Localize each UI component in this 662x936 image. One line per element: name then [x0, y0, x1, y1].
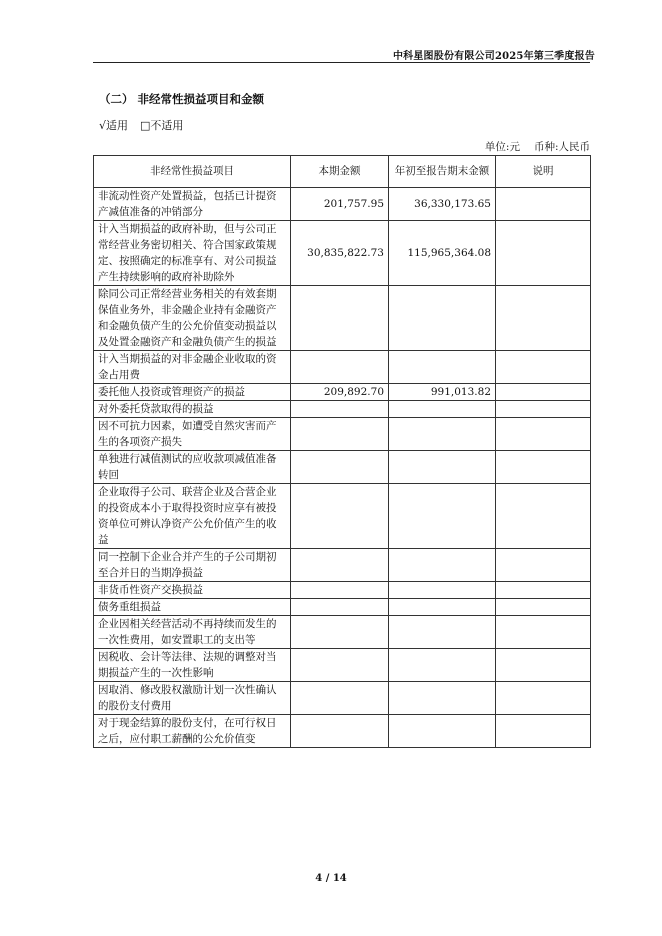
row-ytd-amount: 991,013.82: [389, 384, 496, 401]
row-ytd-amount: [389, 682, 496, 715]
row-note: [496, 384, 591, 401]
table-row: [94, 188, 591, 221]
row-item: 同一控制下企业合并产生的子公司期初至合并日的当期净损益: [94, 549, 291, 582]
currency-label: 币种:人民币: [533, 141, 590, 153]
row-note: [496, 582, 591, 599]
row-item: 因税收、会计等法律、法规的调整对当期损益产生的一次性影响: [94, 649, 291, 682]
row-current-amount: [291, 351, 389, 384]
table-row: [94, 418, 591, 451]
table-row: [94, 384, 591, 401]
row-ytd-amount: [389, 549, 496, 582]
row-item: 非货币性资产交换损益: [94, 582, 291, 599]
row-current-amount: [291, 401, 389, 418]
row-ytd-amount: [389, 401, 496, 418]
row-current-amount: 30,835,822.73: [291, 221, 389, 286]
row-current-amount: [291, 549, 389, 582]
non-recurring-gains-losses-table: [93, 155, 591, 748]
row-current-amount: [291, 418, 389, 451]
row-note: [496, 401, 591, 418]
row-note: [496, 599, 591, 616]
row-ytd-amount: 115,965,364.08: [389, 221, 496, 286]
not-applicable-option: □不适用: [140, 119, 184, 132]
row-ytd-amount: [389, 286, 496, 351]
row-current-amount: [291, 682, 389, 715]
row-note: [496, 715, 591, 748]
row-current-amount: [291, 286, 389, 351]
row-item: 单独进行减值测试的应收款项减值准备转回: [94, 451, 291, 484]
row-current-amount: [291, 484, 389, 549]
table-row: [94, 221, 591, 286]
row-ytd-amount: [389, 616, 496, 649]
table-row: [94, 599, 591, 616]
row-note: [496, 616, 591, 649]
row-current-amount: [291, 616, 389, 649]
report-header-title: 中科星图股份有限公司2025年第三季度报告: [392, 51, 595, 62]
row-note: [496, 188, 591, 221]
row-note: [496, 418, 591, 451]
table-row: [94, 682, 591, 715]
row-ytd-amount: [389, 715, 496, 748]
header-divider: [93, 62, 590, 63]
table-row: [94, 451, 591, 484]
row-note: [496, 682, 591, 715]
row-item: 计入当期损益的对非金融企业收取的资金占用费: [94, 351, 291, 384]
row-current-amount: [291, 599, 389, 616]
row-ytd-amount: [389, 351, 496, 384]
row-item: 企业取得子公司、联营企业及合营企业的投资成本小于取得投资时应享有被投资单位可辨认净资产公允价值产生的收益: [94, 484, 291, 549]
row-current-amount: [291, 715, 389, 748]
page-number: 4 / 14: [315, 873, 347, 884]
row-note: [496, 649, 591, 682]
applicability-options: [99, 117, 183, 133]
row-note: [496, 484, 591, 549]
table-row: [94, 582, 591, 599]
row-item: 对外委托贷款取得的损益: [94, 401, 291, 418]
row-note: [496, 549, 591, 582]
table-row: [94, 484, 591, 549]
row-current-amount: [291, 582, 389, 599]
table-header-row: [94, 156, 591, 188]
table-row: [94, 616, 591, 649]
table-row: [94, 715, 591, 748]
applicable-option: √适用: [99, 119, 129, 132]
header-current-amount: 本期金额: [291, 156, 389, 188]
header-note: 说明: [496, 156, 591, 188]
table-row: [94, 649, 591, 682]
header-ytd-amount: 年初至报告期末金额: [389, 156, 496, 188]
row-current-amount: [291, 451, 389, 484]
row-item: 计入当期损益的政府补助，但与公司正常经营业务密切相关、符合国家政策规定、按照确定的标准享有、对公司损益产生持续影响的政府补助除外: [94, 221, 291, 286]
row-ytd-amount: [389, 599, 496, 616]
row-item: 非流动性资产处置损益，包括已计提资产减值准备的冲销部分: [94, 188, 291, 221]
row-ytd-amount: [389, 649, 496, 682]
row-item: 企业因相关经营活动不再持续而发生的一次性费用，如安置职工的支出等: [94, 616, 291, 649]
unit-label: 单位:元: [484, 141, 520, 153]
table-row: [94, 286, 591, 351]
row-note: [496, 286, 591, 351]
row-current-amount: [291, 649, 389, 682]
row-note: [496, 221, 591, 286]
row-item: 债务重组损益: [94, 599, 291, 616]
row-ytd-amount: [389, 451, 496, 484]
section-title: （二） 非经常性损益项目和金额: [99, 92, 265, 106]
table-row: [94, 351, 591, 384]
row-note: [496, 351, 591, 384]
row-current-amount: 201,757.95: [291, 188, 389, 221]
table-row: [94, 549, 591, 582]
row-item: 委托他人投资或管理资产的损益: [94, 384, 291, 401]
row-item: 除同公司正常经营业务相关的有效套期保值业务外，非金融企业持有金融资产和金融负债产生的公允价值变动损益以及处置金融资产和金融负债产生的损益: [94, 286, 291, 351]
row-ytd-amount: [389, 484, 496, 549]
table-row: [94, 401, 591, 418]
header-item: 非经常性损益项目: [94, 156, 291, 188]
row-current-amount: 209,892.70: [291, 384, 389, 401]
row-ytd-amount: [389, 582, 496, 599]
row-ytd-amount: [389, 418, 496, 451]
row-item: 对于现金结算的股份支付，在可行权日之后，应付职工薪酬的公允价值变: [94, 715, 291, 748]
row-ytd-amount: 36,330,173.65: [389, 188, 496, 221]
row-item: 因不可抗力因素，如遭受自然灾害而产生的各项资产损失: [94, 418, 291, 451]
unit-note: [300, 139, 590, 154]
row-note: [496, 451, 591, 484]
row-item: 因取消、修改股权激励计划一次性确认的股份支付费用: [94, 682, 291, 715]
